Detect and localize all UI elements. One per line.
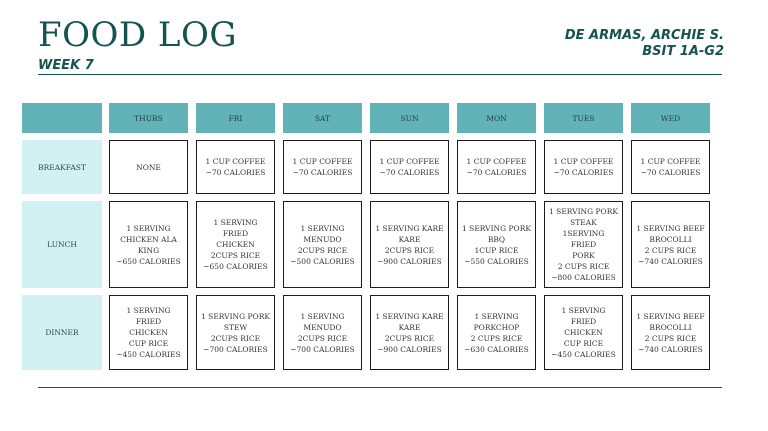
meal-cell-dinner-fri: 1 SERVING PORK STEW 2CUPS RICE ~700 CALORIES	[196, 295, 275, 370]
bottom-divider	[38, 387, 722, 388]
meal-cell-breakfast-tues: 1 CUP COFFEE ~70 CALORIES	[544, 140, 623, 194]
student-name: DE ARMAS, ARCHIE S.	[564, 28, 724, 43]
day-header-thurs: THURS	[109, 103, 188, 133]
meal-cell-dinner-wed: 1 SERVING BEEF BROCOLLI 2 CUPS RICE ~740 CALORIES	[631, 295, 710, 370]
week-label: WEEK 7	[38, 58, 94, 73]
meal-cell-breakfast-mon: 1 CUP COFFEE ~70 CALORIES	[457, 140, 536, 194]
top-divider	[38, 74, 722, 75]
meal-cell-lunch-tues: 1 SERVING PORK STEAK 1SERVING FRIED PORK 2 CUPS RICE ~800 CALORIES	[544, 201, 623, 288]
meal-cell-breakfast-thurs: NONE	[109, 140, 188, 194]
meal-cell-lunch-wed: 1 SERVING BEEF BROCOLLI 2 CUPS RICE ~740 CALORIES	[631, 201, 710, 288]
meal-label-lunch: LUNCH	[22, 201, 102, 288]
day-header-fri: FRI	[196, 103, 275, 133]
meal-cell-lunch-sat: 1 SERVING MENUDO 2CUPS RICE ~500 CALORIES	[283, 201, 362, 288]
meal-cell-breakfast-sun: 1 CUP COFFEE ~70 CALORIES	[370, 140, 449, 194]
day-header-wed: WED	[631, 103, 710, 133]
student-info	[565, 28, 724, 60]
meal-label-breakfast: BREAKFAST	[22, 140, 102, 194]
meal-cell-dinner-thurs: 1 SERVING FRIED CHICKEN CUP RICE ~450 CALORIES	[109, 295, 188, 370]
meal-cell-lunch-sun: 1 SERVING KARE KARE 2CUPS RICE ~900 CALORIES	[370, 201, 449, 288]
table-corner	[22, 103, 102, 133]
meal-cell-lunch-mon: 1 SERVING PORK BBQ 1CUP RICE ~550 CALORIES	[457, 201, 536, 288]
day-header-sat: SAT	[283, 103, 362, 133]
student-section: BSIT 1A-G2	[642, 44, 724, 59]
day-header-sun: SUN	[370, 103, 449, 133]
day-header-tues: TUES	[544, 103, 623, 133]
meal-cell-breakfast-fri: 1 CUP COFFEE ~70 CALORIES	[196, 140, 275, 194]
meal-cell-dinner-tues: 1 SERVING FRIED CHICKEN CUP RICE ~450 CALORIES	[544, 295, 623, 370]
meal-cell-lunch-thurs: 1 SERVING CHICKEN ALA KING ~650 CALORIES	[109, 201, 188, 288]
meal-cell-breakfast-wed: 1 CUP COFFEE ~70 CALORIES	[631, 140, 710, 194]
day-header-mon: MON	[457, 103, 536, 133]
meal-cell-dinner-sun: 1 SERVING KARE KARE 2CUPS RICE ~900 CALORIES	[370, 295, 449, 370]
meal-cell-dinner-sat: 1 SERVING MENUDO 2CUPS RICE ~700 CALORIES	[283, 295, 362, 370]
meal-cell-breakfast-sat: 1 CUP COFFEE ~70 CALORIES	[283, 140, 362, 194]
meal-cell-lunch-fri: 1 SERVING FRIED CHICKEN 2CUPS RICE ~650 CALORIES	[196, 201, 275, 288]
meal-label-dinner: DINNER	[22, 295, 102, 370]
page-title: FOOD LOG	[38, 15, 238, 55]
meal-cell-dinner-mon: 1 SERVING PORKCHOP 2 CUPS RICE ~630 CALORIES	[457, 295, 536, 370]
